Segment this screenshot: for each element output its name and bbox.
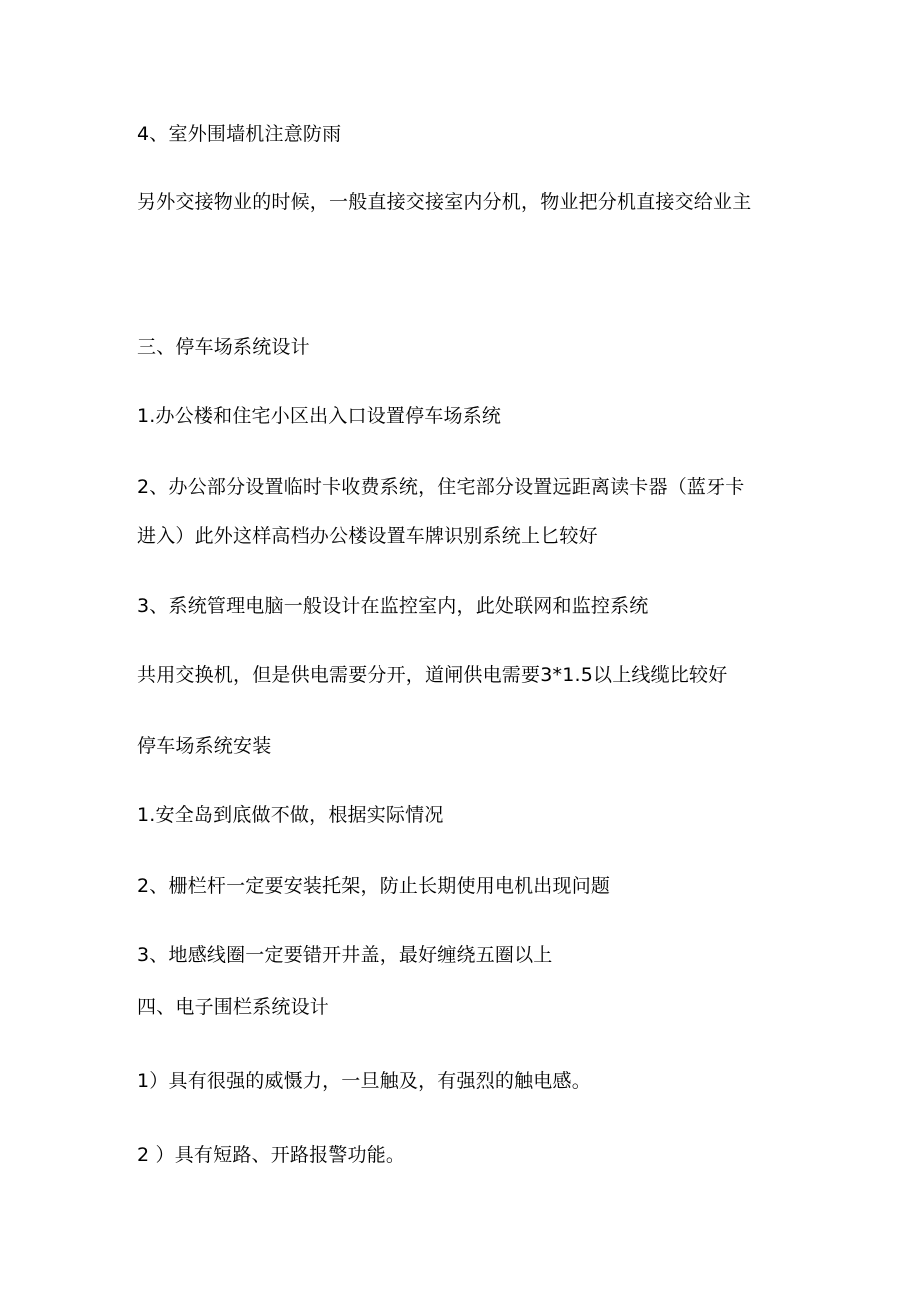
parking-item-3-line-1: 3、系统管理电脑一般设计在监控室内，此处联网和监控系统	[137, 595, 649, 617]
item-outdoor-wall-unit-rainproof: 4、室外围墙机注意防雨	[137, 123, 342, 145]
installation-item-3: 3、地感线圈一定要错开井盖，最好缠绕五圈以上	[137, 944, 553, 966]
paragraph-property-handover: 另外交接物业的时候，一般直接交接室内分机，物业把分机直接交给业主	[137, 191, 752, 213]
fence-item-1: 1）具有很强的威慑力，一旦触及，有强烈的触电感。	[137, 1070, 591, 1092]
section-heading-parking-system: 三、停车场系统设计	[137, 336, 310, 358]
subheading-parking-installation: 停车场系统安装	[137, 735, 272, 757]
section-heading-electric-fence: 四、电子围栏系统设计	[137, 996, 330, 1018]
parking-item-2-line-2: 进入）此外这样高档办公楼设置车牌识别系统上匕较好	[137, 525, 598, 547]
fence-item-2: 2 ）具有短路、开路报警功能。	[137, 1144, 406, 1166]
parking-item-1: 1.办公楼和住宅小区出入口设置停车场系统	[137, 405, 502, 427]
installation-item-1: 1.安全岛到底做不做，根据实际情况	[137, 804, 444, 826]
parking-item-3-line-2: 共用交换机，但是供电需要分开，道闸供电需要3*1.5以上线缆比较好	[137, 664, 728, 686]
parking-item-2-line-1: 2、办公部分设置临时卡收费系统，住宅部分设置远距离读卡器（蓝牙卡	[137, 476, 745, 498]
installation-item-2: 2、栅栏杆一定要安装托架，防止长期使用电机出现问题	[137, 875, 611, 897]
